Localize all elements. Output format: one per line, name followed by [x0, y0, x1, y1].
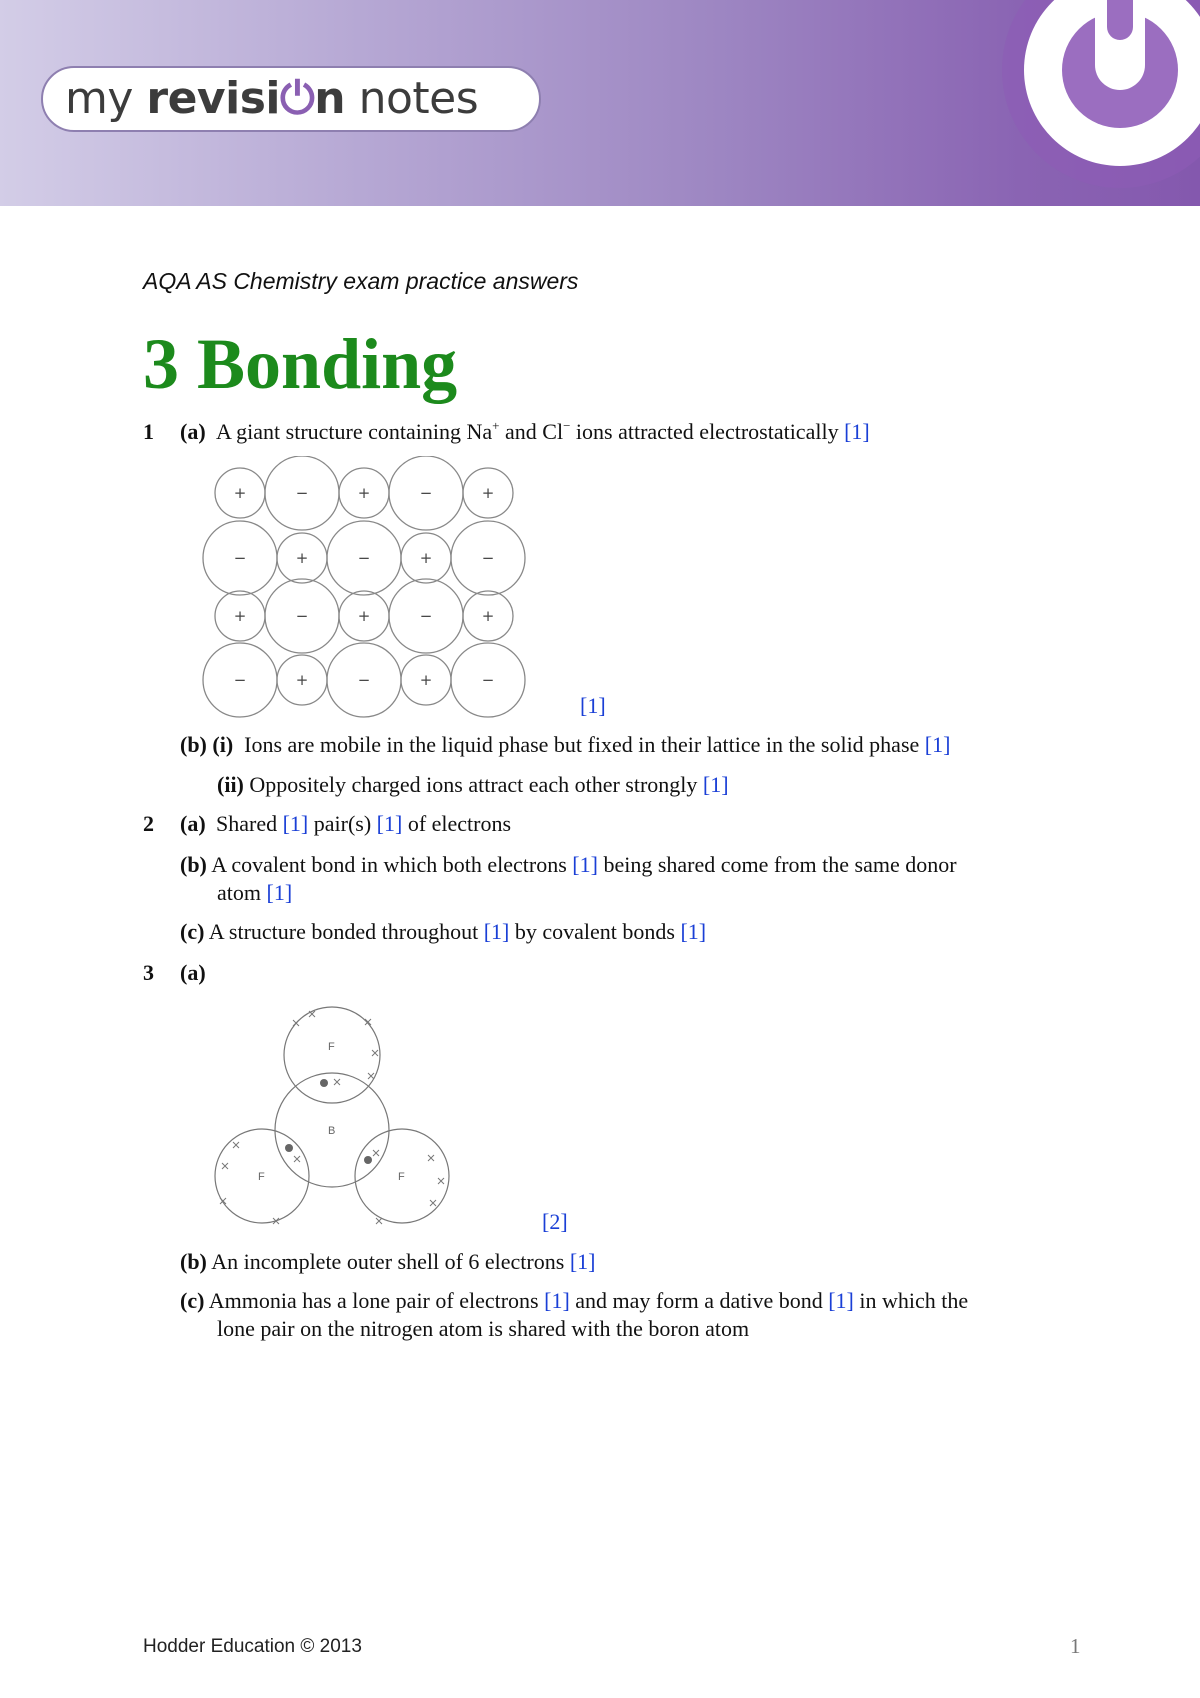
logo [41, 66, 541, 132]
atom-label-b: B [328, 1125, 336, 1137]
q1-b-ii: (ii) Oppositely charged ions attract each other strongly [1] [217, 772, 729, 797]
minus-sign: − [357, 671, 371, 689]
q3-c-cont: lone pair on the nitrogen atom is shared with the boron atom [217, 1316, 750, 1341]
document-subtitle: AQA AS Chemistry exam practice answers [143, 268, 579, 294]
mark: [1] [844, 419, 870, 444]
minus-sign: − [233, 549, 247, 567]
answer-text: A giant structure containing Na+ and Cl− ions attracted electrostatically [1] [216, 418, 870, 444]
minus-sign: − [233, 671, 247, 689]
plus-sign: + [357, 484, 371, 502]
power-o-icon: ⏻ [279, 73, 315, 124]
minus-sign: − [481, 671, 495, 689]
diagram-mark-2: [2] [542, 1209, 568, 1234]
q2-c: (c) A structure bonded throughout [1] by covalent bonds [1] [180, 919, 707, 944]
plus-sign: + [419, 671, 433, 689]
plus-sign: + [295, 549, 309, 567]
plus-sign: + [481, 484, 495, 502]
logo-text: my revisi⏻n notes [65, 73, 479, 124]
nacl-lattice-diagram [200, 456, 540, 721]
q1-b-i: (b) (i) Ions are mobile in the liquid phase but fixed in their lattice in the solid phase [1] [180, 732, 951, 757]
question-number: 1 [143, 419, 154, 444]
plus-sign: + [233, 607, 247, 625]
minus-sign: − [481, 549, 495, 567]
lattice-ions [203, 456, 525, 717]
minus-sign: − [419, 607, 433, 625]
page-number: 1 [1070, 1634, 1081, 1658]
q2-b: (b) A covalent bond in which both electrons [1] being shared come from the same donor [180, 852, 957, 877]
plus-sign: + [295, 671, 309, 689]
plus-sign: + [419, 549, 433, 567]
plus-sign: + [233, 484, 247, 502]
atom-label-f-top: F [328, 1041, 335, 1053]
q3-c: (c) Ammonia has a lone pair of electrons [1] and may form a dative bond [1] in which the [180, 1288, 969, 1313]
minus-sign: − [295, 607, 309, 625]
part-label: (a) [180, 419, 206, 444]
bf3-dot-cross-diagram [208, 1000, 458, 1230]
plus-sign: + [481, 607, 495, 625]
atom-label-f-right: F [398, 1171, 405, 1183]
minus-sign: − [419, 484, 433, 502]
q2-b-cont: atom [1] [217, 880, 293, 905]
minus-sign: − [295, 484, 309, 502]
minus-sign: − [357, 549, 371, 567]
footer-publisher: Hodder Education © 2013 [143, 1636, 362, 1657]
q3-b: (b) An incomplete outer shell of 6 electrons [1] [180, 1249, 596, 1274]
diagram-mark-1: [1] [580, 693, 606, 718]
chapter-title: 3 Bonding [143, 324, 458, 404]
plus-sign: + [357, 607, 371, 625]
atom-label-f-left: F [258, 1171, 265, 1183]
header-banner [0, 0, 1200, 206]
power-icon [1000, 0, 1200, 206]
